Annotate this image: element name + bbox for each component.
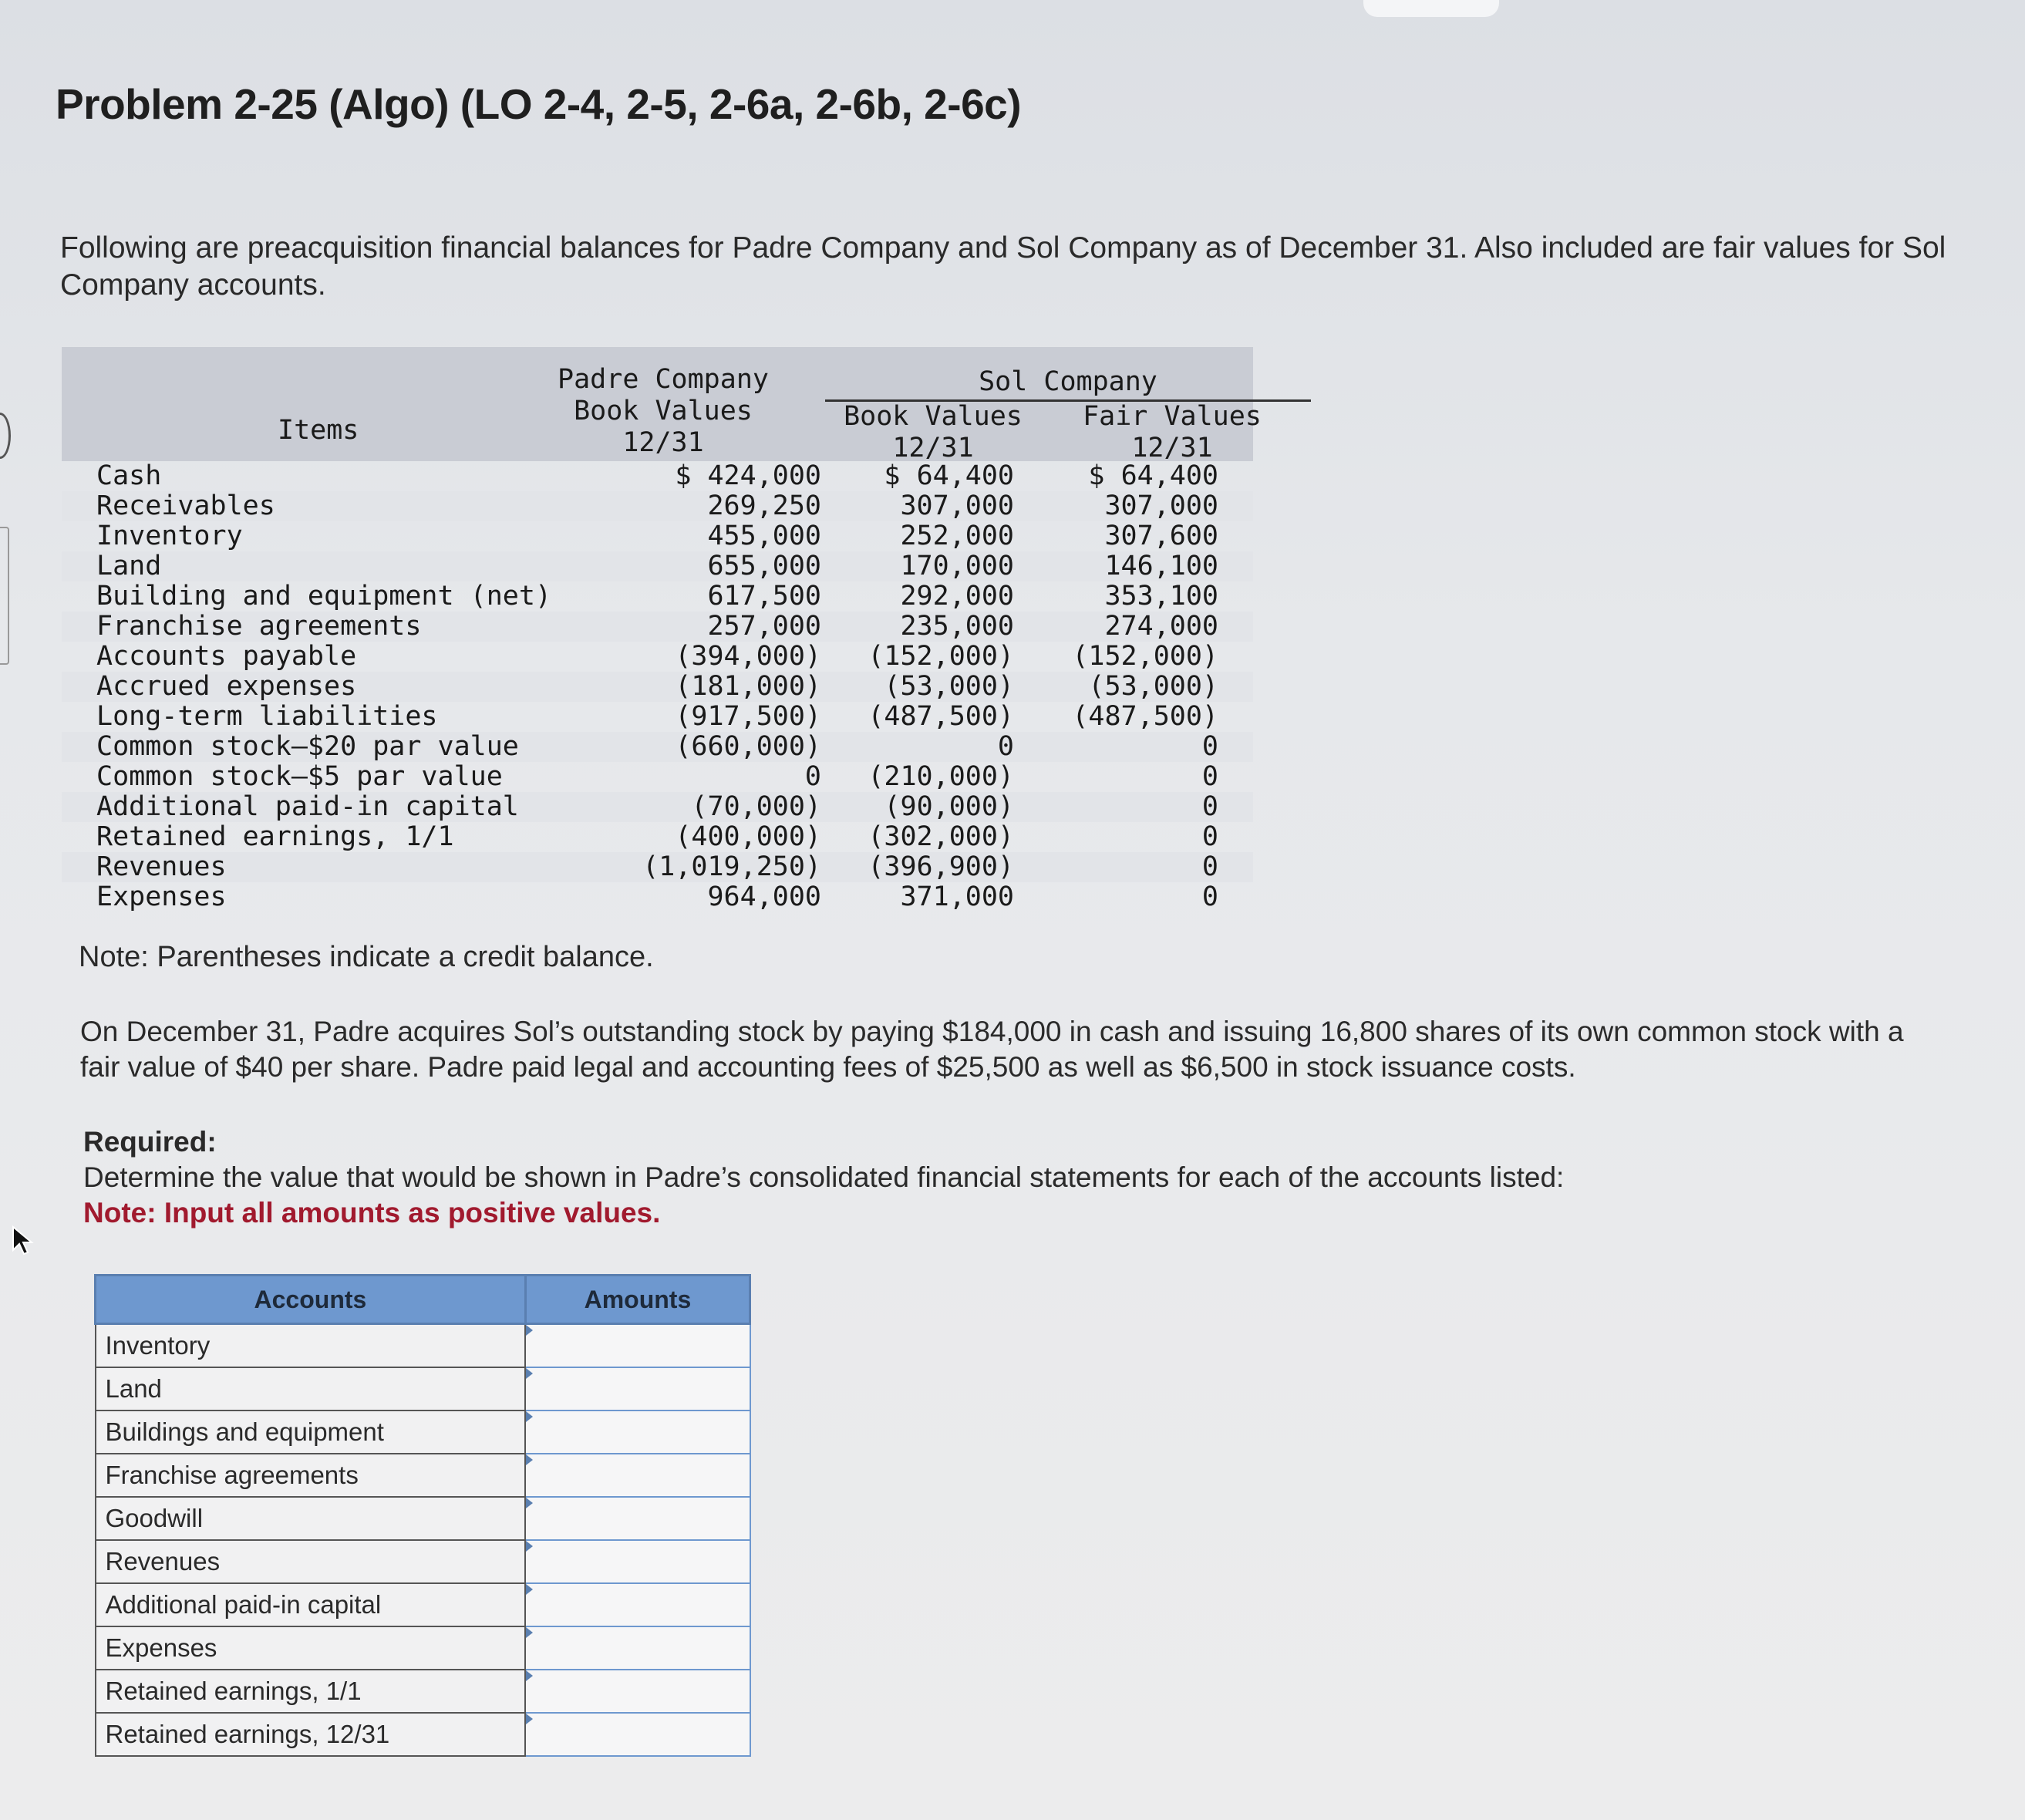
- scenario-text: On December 31, Padre acquires Sol’s outstanding stock by paying $184,000 in cash and issuing 16,800 shares of its own common stock with a fair value of $40 per share. Padre paid legal and accounting fees of $25,500 as well as $6,500 in stock issuance costs.: [80, 1016, 1904, 1083]
- header-padre: [555, 364, 771, 459]
- amount-input-franchise-agreements[interactable]: [526, 1456, 749, 1495]
- row-padre: 269,250: [707, 490, 821, 521]
- amount-cell[interactable]: [525, 1324, 750, 1368]
- row-sol-fair: 274,000: [1104, 611, 1218, 642]
- row-sol-fair: 307,000: [1104, 490, 1218, 521]
- header-padre-line1: Padre Company: [558, 364, 769, 395]
- table-row: [62, 551, 1253, 581]
- row-sol-fair: 146,100: [1104, 551, 1218, 581]
- answer-row: [96, 1454, 750, 1497]
- row-item: Common stock–$20 par value: [96, 731, 519, 762]
- header-padre-line2: Book Values: [574, 396, 753, 426]
- balances-table-header: [62, 347, 1262, 463]
- table-row: [62, 581, 1253, 612]
- table-row: [62, 732, 1253, 762]
- answer-row: [96, 1497, 750, 1540]
- row-sol-book: $ 64,400: [884, 460, 1014, 491]
- answer-row: [96, 1367, 750, 1410]
- answer-row: [96, 1410, 750, 1454]
- row-padre: (394,000): [675, 641, 821, 672]
- row-item: Additional paid-in capital: [96, 791, 519, 822]
- row-sol-fair: (487,500): [1072, 701, 1218, 732]
- amount-input-retained-earnings-12-31[interactable]: [526, 1715, 749, 1754]
- row-sol-book: 0: [997, 731, 1014, 762]
- account-label: Inventory: [96, 1324, 526, 1368]
- header-items: Items: [278, 415, 359, 446]
- cell-marker-icon: [526, 1411, 533, 1422]
- header-sol-fair: [1056, 401, 1288, 464]
- table-row: [62, 702, 1253, 732]
- account-label: Expenses: [96, 1626, 526, 1670]
- amount-cell[interactable]: [525, 1497, 750, 1540]
- row-item: Accounts payable: [96, 641, 357, 672]
- header-sol-book: [833, 401, 1033, 464]
- cell-marker-icon: [526, 1325, 533, 1336]
- row-item: Accrued expenses: [96, 671, 357, 702]
- row-padre: (917,500): [675, 701, 821, 732]
- amount-cell[interactable]: [525, 1367, 750, 1410]
- cell-marker-icon: [526, 1541, 533, 1552]
- row-item: Cash: [96, 460, 162, 491]
- account-label: Franchise agreements: [96, 1454, 526, 1497]
- table-row: [62, 822, 1253, 852]
- cell-marker-icon: [526, 1368, 533, 1379]
- account-label: Retained earnings, 1/1: [96, 1670, 526, 1713]
- cell-marker-icon: [526, 1454, 533, 1465]
- amount-cell[interactable]: [525, 1583, 750, 1626]
- table-row: [62, 642, 1253, 672]
- row-sol-fair: 0: [1201, 851, 1218, 882]
- browser-top-tab: [1363, 0, 1499, 17]
- required-note: Note: Input all amounts as positive values.: [83, 1197, 661, 1228]
- row-padre: 617,500: [707, 581, 821, 612]
- account-label: Buildings and equipment: [96, 1410, 526, 1454]
- row-sol-book: (487,500): [868, 701, 1014, 732]
- row-sol-book: 307,000: [900, 490, 1014, 521]
- row-sol-book: (302,000): [868, 821, 1014, 852]
- cell-marker-icon: [526, 1627, 533, 1638]
- row-sol-book: (53,000): [884, 671, 1014, 702]
- header-sol-fair-line2: 12/31: [1131, 433, 1213, 463]
- row-sol-book: 170,000: [900, 551, 1014, 581]
- amount-input-buildings-equipment[interactable]: [526, 1413, 749, 1451]
- answer-row: [96, 1626, 750, 1670]
- amount-cell[interactable]: [525, 1713, 750, 1756]
- amount-cell[interactable]: [525, 1454, 750, 1497]
- table-row: [62, 762, 1253, 792]
- account-label: Retained earnings, 12/31: [96, 1713, 526, 1756]
- row-sol-fair: 0: [1201, 791, 1218, 822]
- col-amounts: Amounts: [525, 1276, 750, 1324]
- row-item: Common stock–$5 par value: [96, 761, 503, 792]
- row-padre: 655,000: [707, 551, 821, 581]
- answer-table: [94, 1274, 751, 1757]
- header-sol-fair-line1: Fair Values: [1083, 401, 1262, 432]
- row-item: Revenues: [96, 851, 227, 882]
- header-sol-book-line2: 12/31: [892, 433, 974, 463]
- row-item: Inventory: [96, 521, 243, 551]
- amount-input-additional-paid-in-capital[interactable]: [526, 1586, 749, 1624]
- row-sol-fair: (152,000): [1072, 641, 1218, 672]
- row-padre: (1,019,250): [642, 851, 821, 882]
- row-sol-book: (210,000): [868, 761, 1014, 792]
- cell-marker-icon: [526, 1498, 533, 1508]
- row-sol-book: (152,000): [868, 641, 1014, 672]
- row-padre: 0: [804, 761, 821, 792]
- credit-balance-note: Note: Parentheses indicate a credit balance.: [79, 941, 654, 973]
- answer-row: [96, 1713, 750, 1756]
- required-section: [83, 1124, 1934, 1231]
- row-sol-fair: 0: [1201, 881, 1218, 912]
- row-sol-book: 252,000: [900, 521, 1014, 551]
- row-sol-fair: 353,100: [1104, 581, 1218, 612]
- row-item: Retained earnings, 1/1: [96, 821, 454, 852]
- answer-row: [96, 1583, 750, 1626]
- table-row: [62, 491, 1253, 521]
- row-sol-book: 235,000: [900, 611, 1014, 642]
- cell-marker-icon: [526, 1584, 533, 1595]
- problem-title: Problem 2-25 (Algo) (LO 2-4, 2-5, 2-6a, 2-6b, 2-6c): [56, 80, 1022, 128]
- amount-input-retained-earnings-1-1[interactable]: [526, 1672, 749, 1710]
- row-sol-fair: (53,000): [1088, 671, 1218, 702]
- row-item: Franchise agreements: [96, 611, 422, 642]
- intro-text: Following are preacquisition financial balances for Padre Company and Sol Company as of December 31. Also included are fair values for Sol Company accounts.: [60, 231, 1946, 302]
- row-sol-fair: 307,600: [1104, 521, 1218, 551]
- row-sol-book: 371,000: [900, 881, 1014, 912]
- account-label: Goodwill: [96, 1497, 526, 1540]
- col-accounts: Accounts: [96, 1276, 526, 1324]
- cell-marker-icon: [526, 1714, 533, 1724]
- mouse-cursor-icon: [11, 1225, 34, 1255]
- amount-cell[interactable]: [525, 1410, 750, 1454]
- header-sol-book-line1: Book Values: [844, 401, 1023, 432]
- table-row: [62, 521, 1253, 551]
- row-item: Expenses: [96, 881, 227, 912]
- header-padre-line3: 12/31: [622, 427, 704, 458]
- amount-input-goodwill[interactable]: [526, 1499, 749, 1538]
- row-sol-book: (396,900): [868, 851, 1014, 882]
- row-sol-fair: 0: [1201, 731, 1218, 762]
- amount-cell[interactable]: [525, 1670, 750, 1713]
- row-item: Receivables: [96, 490, 275, 521]
- amount-input-inventory[interactable]: [526, 1326, 749, 1365]
- amount-input-land[interactable]: [526, 1370, 749, 1408]
- left-edge-bracket: [0, 413, 11, 459]
- row-padre: (181,000): [675, 671, 821, 702]
- answer-table-header: [96, 1276, 750, 1324]
- account-label: Land: [96, 1367, 526, 1410]
- header-sol: Sol Company: [979, 366, 1157, 397]
- row-padre: (660,000): [675, 731, 821, 762]
- cell-marker-icon: [526, 1670, 533, 1681]
- amount-input-expenses[interactable]: [526, 1629, 749, 1667]
- table-row: [62, 461, 1253, 491]
- row-padre: 257,000: [707, 611, 821, 642]
- row-sol-fair: 0: [1201, 761, 1218, 792]
- table-row: [62, 852, 1253, 882]
- row-item: Building and equipment (net): [96, 581, 552, 612]
- table-row: [62, 792, 1253, 822]
- row-sol-fair: $ 64,400: [1088, 460, 1218, 491]
- row-padre: 964,000: [707, 881, 821, 912]
- row-sol-fair: 0: [1201, 821, 1218, 852]
- account-label: Additional paid-in capital: [96, 1583, 526, 1626]
- row-item: Long-term liabilities: [96, 701, 438, 732]
- account-label: Revenues: [96, 1540, 526, 1583]
- table-row: [62, 612, 1253, 642]
- answer-row: [96, 1670, 750, 1713]
- row-sol-book: 292,000: [900, 581, 1014, 612]
- required-label: Required:: [83, 1126, 217, 1158]
- amount-cell[interactable]: [525, 1626, 750, 1670]
- table-row: [62, 882, 1253, 912]
- row-padre: (400,000): [675, 821, 821, 852]
- left-edge-panel: [0, 527, 9, 665]
- answer-row: [96, 1540, 750, 1583]
- row-padre: 455,000: [707, 521, 821, 551]
- answer-row: [96, 1324, 750, 1368]
- row-padre: $ 424,000: [675, 460, 821, 491]
- row-item: Land: [96, 551, 162, 581]
- required-text: Determine the value that would be shown in Padre’s consolidated financial statements for each of the accounts listed:: [83, 1161, 1565, 1193]
- row-sol-book: (90,000): [884, 791, 1014, 822]
- table-row: [62, 672, 1253, 702]
- balances-table: [62, 347, 1262, 912]
- row-padre: (70,000): [691, 791, 821, 822]
- amount-input-revenues[interactable]: [526, 1542, 749, 1581]
- amount-cell[interactable]: [525, 1540, 750, 1583]
